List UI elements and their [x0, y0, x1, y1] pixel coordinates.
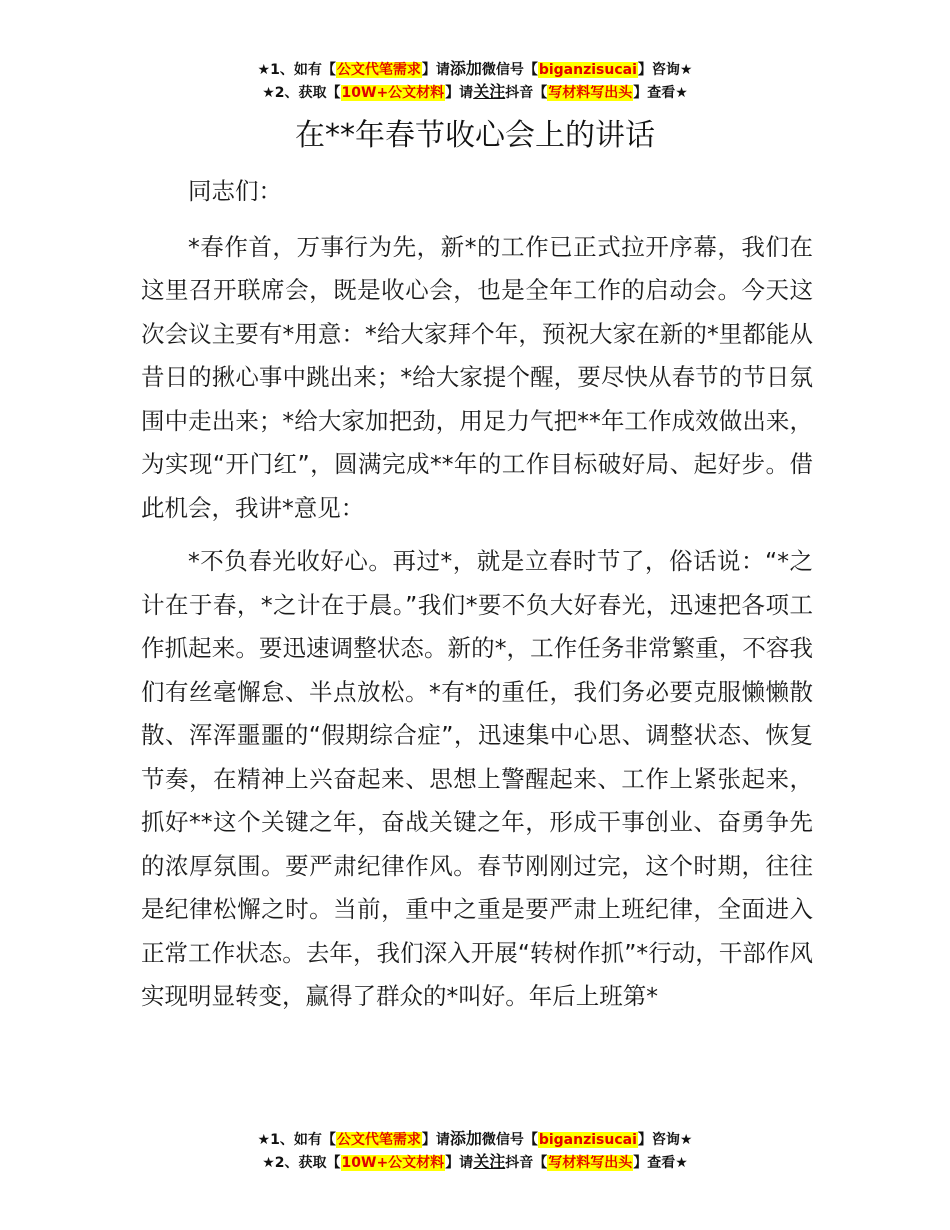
banner-text: 抖音【: [505, 1155, 548, 1171]
banner-keyword: 关注: [473, 82, 506, 101]
document-title: 在**年春节收心会上的讲话: [295, 118, 655, 153]
header-banner: [0, 58, 950, 104]
banner-line-1: [0, 58, 950, 81]
banner-text: 】请: [445, 1155, 474, 1171]
banner-line-2: [0, 1151, 950, 1174]
banner-keyword: 添加: [449, 1129, 482, 1148]
footer-banner: [0, 1128, 950, 1174]
banner-text: ★1、如有【: [257, 1132, 336, 1148]
banner-text: 】咨询★: [637, 62, 693, 78]
banner-text: 】查看★: [633, 85, 688, 101]
highlight-text: biganzisucai: [538, 62, 637, 78]
banner-text: 】请: [445, 85, 474, 101]
paragraph-2: *不负春光收好心。再过*，就是立春时节了，俗话说：“*之计在于春，*之计在于晨。”我们*要不负大好春光，迅速把各项工作抓起来。要迅速调整状态。新的*，工作任务非常繁重，不容我们有丝毫懈怠、半点放松。*有*的重任，我们务必要克服懒懒散散、浑浑噩噩的“假期综合症”，迅速集中心思、调整状态、恢复节奏，在精神上兴奋起来、思想上警醒起来、工作上紧张起来，抓好**这个关键之年，奋战关键之年，形成干事创业、奋勇争先的浓厚氛围。要严肃纪律作风。春节刚刚过完，这个时期，往往是纪律松懈之时。当前，重中之重是要严肃上班纪律，全面进入正常工作状态。去年，我们深入开展“转树作抓”*行动，干部作风实现明显转变，赢得了群众的*叫好。年后上班第*: [141, 547, 813, 1010]
banner-keyword: 关注: [473, 1152, 506, 1171]
paragraph-1: *春作首，万事行为先，新*的工作已正式拉开序幕，我们在这里召开联席会，既是收心会，也是全年工作的启动会。今天这次会议主要有*用意：*给大家拜个年，预祝大家在新的*里都能从昔日的揪心事中跳出来；*给大家提个醒，要尽快从春节的节日氛围中走出来；*给大家加把劲，用足力气把**年工作成效做出来，为实现“开门红”，圆满完成**年的工作目标破好局、起好步。借此机会，我讲*意见：: [141, 232, 813, 522]
document-body: [141, 170, 813, 1019]
greeting: 同志们：: [188, 177, 282, 205]
banner-text: 抖音【: [505, 85, 548, 101]
banner-keyword: 添加: [449, 59, 482, 78]
highlight-text: 10W+公文材料: [341, 85, 445, 101]
highlight-text: 写材料写出头: [548, 85, 633, 101]
highlight-text: 10W+公文材料: [341, 1155, 445, 1171]
highlight-text: biganzisucai: [538, 1132, 637, 1148]
banner-text: 】查看★: [633, 1155, 688, 1171]
highlight-text: 公文代笔需求: [336, 62, 421, 78]
banner-text: ★2、获取【: [262, 1155, 341, 1171]
banner-text: 微信号【: [481, 62, 538, 78]
banner-text: 】咨询★: [637, 1132, 693, 1148]
banner-line-2: [0, 81, 950, 104]
banner-text: 】请: [421, 1132, 450, 1148]
banner-text: 】请: [421, 62, 450, 78]
highlight-text: 公文代笔需求: [336, 1132, 421, 1148]
banner-text: ★2、获取【: [262, 85, 341, 101]
banner-text: ★1、如有【: [257, 62, 336, 78]
banner-line-1: [0, 1128, 950, 1151]
banner-text: 微信号【: [481, 1132, 538, 1148]
highlight-text: 写材料写出头: [548, 1155, 633, 1171]
